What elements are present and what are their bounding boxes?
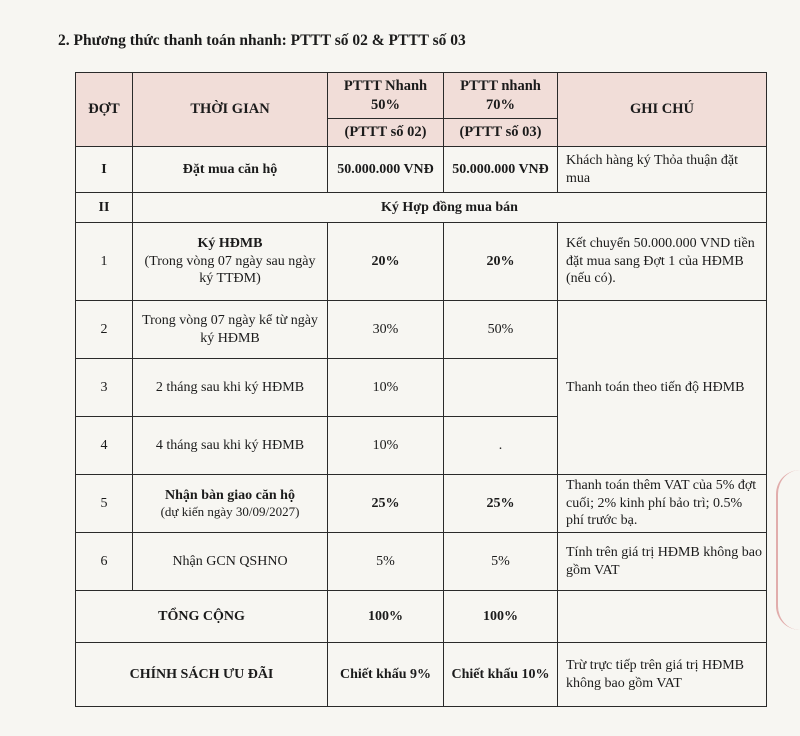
row-2-plan-02: 30% bbox=[328, 301, 444, 359]
row-1-dot: 1 bbox=[76, 223, 133, 301]
row-5-plan-03: 25% bbox=[444, 475, 558, 533]
row-4-time: 4 tháng sau khi ký HĐMB bbox=[133, 417, 328, 475]
header-plan-02-title: PTTT Nhanh 50% bbox=[328, 73, 444, 119]
header-time: THỜI GIAN bbox=[133, 73, 328, 147]
row-3-plan-02: 10% bbox=[328, 359, 444, 417]
header-plan-03-title: PTTT nhanh 70% bbox=[444, 73, 558, 119]
row-1-time-title: Ký HĐMB bbox=[197, 236, 263, 252]
row-I-time: Đặt mua căn hộ bbox=[133, 147, 328, 193]
row-I-note: Khách hàng ký Thỏa thuận đặt mua bbox=[558, 147, 767, 193]
row-6-time: Nhận GCN QSHNO bbox=[133, 533, 328, 591]
header-plan-02-sub: (PTTT số 02) bbox=[328, 119, 444, 147]
row-I-plan-02: 50.000.000 VNĐ bbox=[328, 147, 444, 193]
payment-schedule-table bbox=[75, 72, 767, 707]
row-3-time: 2 tháng sau khi ký HĐMB bbox=[133, 359, 328, 417]
row-6-plan-02: 5% bbox=[328, 533, 444, 591]
row-2-time: Trong vòng 07 ngày kể từ ngày ký HĐMB bbox=[133, 301, 328, 359]
row-1-time bbox=[133, 223, 328, 301]
table-header-row bbox=[76, 73, 767, 119]
header-dot: ĐỢT bbox=[76, 73, 133, 147]
row-II-dot: II bbox=[76, 193, 133, 223]
row-5-time-title: Nhận bàn giao căn hộ bbox=[165, 487, 295, 503]
row-2-dot: 2 bbox=[76, 301, 133, 359]
row-3-plan-03 bbox=[444, 359, 558, 417]
total-plan-03: 100% bbox=[444, 591, 558, 643]
row-4-dot: 4 bbox=[76, 417, 133, 475]
policy-plan-03: Chiết khấu 10% bbox=[444, 643, 558, 707]
header-note: GHI CHÚ bbox=[558, 73, 767, 147]
row-5-dot: 5 bbox=[76, 475, 133, 533]
row-1-time-sub: (Trong vòng 07 ngày sau ngày ký TTĐM) bbox=[144, 253, 316, 287]
row-6-plan-03: 5% bbox=[444, 533, 558, 591]
policy-note: Trừ trực tiếp trên giá trị HĐMB không bao gồm VAT bbox=[558, 643, 767, 707]
table-row-policy bbox=[76, 643, 767, 707]
header-plan-03-sub: (PTTT số 03) bbox=[444, 119, 558, 147]
row-1-plan-02: 20% bbox=[328, 223, 444, 301]
row-I-dot: I bbox=[76, 147, 133, 193]
table-row bbox=[76, 533, 767, 591]
table-row bbox=[76, 301, 767, 359]
table-row-total bbox=[76, 591, 767, 643]
table-row bbox=[76, 193, 767, 223]
row-5-time-sub: (dự kiến ngày 30/09/2027) bbox=[160, 504, 300, 520]
red-stamp-edge bbox=[776, 470, 800, 630]
rows-2-4-note: Thanh toán theo tiến độ HĐMB bbox=[558, 301, 767, 475]
row-2-plan-03: 50% bbox=[444, 301, 558, 359]
row-5-plan-02: 25% bbox=[328, 475, 444, 533]
policy-label: CHÍNH SÁCH ƯU ĐÃI bbox=[76, 643, 328, 707]
row-3-dot: 3 bbox=[76, 359, 133, 417]
row-II-title: Ký Hợp đồng mua bán bbox=[133, 193, 767, 223]
row-I-plan-03: 50.000.000 VNĐ bbox=[444, 147, 558, 193]
row-5-time bbox=[133, 475, 328, 533]
row-4-plan-03: . bbox=[444, 417, 558, 475]
table-row bbox=[76, 475, 767, 533]
row-6-note: Tính trên giá trị HĐMB không bao gồm VAT bbox=[558, 533, 767, 591]
row-1-plan-03: 20% bbox=[444, 223, 558, 301]
total-label: TỔNG CỘNG bbox=[76, 591, 328, 643]
row-4-plan-02: 10% bbox=[328, 417, 444, 475]
row-6-dot: 6 bbox=[76, 533, 133, 591]
table-row bbox=[76, 147, 767, 193]
section-heading: 2. Phương thức thanh toán nhanh: PTTT số 02 & PTTT số 03 bbox=[58, 32, 466, 49]
row-5-note: Thanh toán thêm VAT của 5% đợt cuối; 2% kinh phí bảo trì; 0.5% phí trước bạ. bbox=[558, 475, 767, 533]
policy-plan-02: Chiết khấu 9% bbox=[328, 643, 444, 707]
total-note bbox=[558, 591, 767, 643]
total-plan-02: 100% bbox=[328, 591, 444, 643]
row-1-note: Kết chuyển 50.000.000 VND tiền đặt mua sang Đợt 1 của HĐMB (nếu có). bbox=[558, 223, 767, 301]
table-row bbox=[76, 223, 767, 301]
